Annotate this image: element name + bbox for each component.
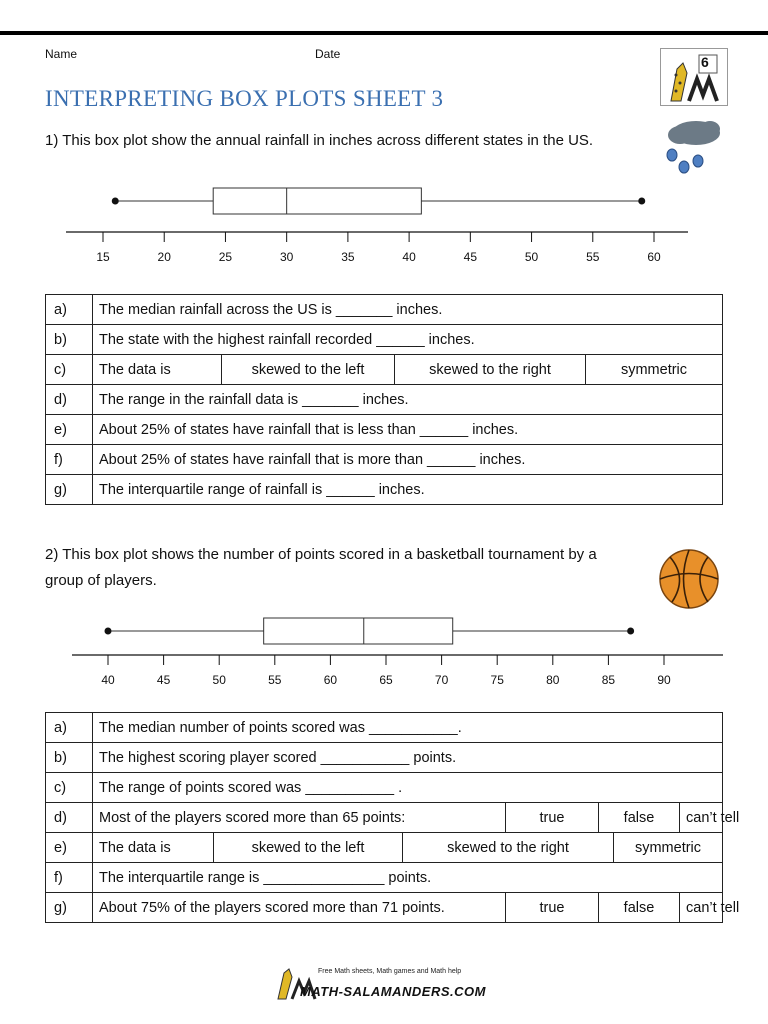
row-label: d)	[46, 385, 93, 415]
row-content	[93, 355, 723, 385]
row-label: f)	[46, 445, 93, 475]
rainfall-tick-label-55: 55	[586, 250, 600, 264]
points-tick-label-90: 90	[657, 673, 671, 687]
question-2-line-2: group of players.	[45, 572, 157, 589]
points-tick-label-60: 60	[323, 673, 338, 687]
question-2-line-1: 2) This box plot shows the number of points scored in a basketball tournament by a	[45, 546, 597, 563]
answer-option: symmetric	[586, 355, 723, 384]
salamander-logo-icon	[661, 49, 727, 105]
row-prompt: About 75% of the players scored more than 71 points.	[99, 899, 445, 916]
row-content: The interquartile range of rainfall is ______ inches.	[93, 475, 723, 505]
top-border-bar	[0, 31, 768, 35]
answer-option: can’t tell	[680, 893, 723, 922]
rainfall-tick-label-40: 40	[402, 250, 416, 264]
row-label: g)	[46, 475, 93, 505]
row-label: c)	[46, 355, 93, 385]
rainfall-tick-label-60: 60	[647, 250, 661, 264]
box-plot-rainfall	[0, 170, 768, 270]
answer-option: can’t tell	[680, 803, 723, 832]
row-content	[93, 893, 740, 923]
row-content: About 25% of states have rainfall that is more than ______ inches.	[93, 445, 723, 475]
row-options-table	[93, 833, 722, 862]
q2-row-e	[46, 833, 723, 863]
rainfall-max-point	[638, 198, 645, 205]
q1-row-b	[46, 325, 723, 355]
q1-row-c	[46, 355, 723, 385]
name-label: Name	[45, 47, 78, 61]
row-label: b)	[46, 743, 93, 773]
q2-row-g	[46, 893, 723, 923]
points-tick-label-40: 40	[101, 673, 115, 687]
rainfall-tick-label-30: 30	[279, 250, 294, 264]
row-options-table	[93, 803, 740, 832]
row-content: The range of points scored was ___________ .	[93, 773, 723, 803]
question-1-text: 1) This box plot show the annual rainfall in inches across different states in the US.	[45, 132, 594, 149]
row-prompt: The data is	[99, 361, 171, 378]
row-content	[93, 833, 723, 863]
rainfall-tick-label-45: 45	[463, 250, 478, 264]
salamander-logo	[660, 48, 728, 106]
points-tick-label-70: 70	[434, 673, 449, 687]
rainfall-tick-label-25: 25	[218, 250, 233, 264]
row-content: The highest scoring player scored ___________ points.	[93, 743, 723, 773]
q1-row-f	[46, 445, 723, 475]
row-label: f)	[46, 863, 93, 893]
points-min-point	[105, 628, 112, 635]
row-label: a)	[46, 295, 93, 325]
rainfall-tick-label-20: 20	[157, 250, 171, 264]
answer-option: true	[506, 893, 599, 922]
row-options-table	[93, 893, 740, 922]
date-label: Date	[315, 47, 341, 61]
rainfall-tick-label-35: 35	[341, 250, 355, 264]
page-title: INTERPRETING BOX PLOTS SHEET 3	[45, 86, 444, 111]
row-content: The median rainfall across the US is _______ inches.	[93, 295, 723, 325]
answer-option: false	[599, 803, 680, 832]
rainfall-min-point	[112, 198, 119, 205]
row-content: The median number of points scored was ___________.	[93, 713, 723, 743]
points-tick-label-80: 80	[546, 673, 560, 687]
answer-option: skewed to the left	[222, 355, 395, 384]
answer-option: false	[599, 893, 680, 922]
answer-option: skewed to the right	[395, 355, 586, 384]
q2-row-d	[46, 803, 723, 833]
row-label: c)	[46, 773, 93, 803]
q2-row-b	[46, 743, 723, 773]
points-tick-label-65: 65	[379, 673, 393, 687]
q1-row-g	[46, 475, 723, 505]
row-label: a)	[46, 713, 93, 743]
points-tick-label-75: 75	[490, 673, 504, 687]
q2-row-c	[46, 773, 723, 803]
row-label: d)	[46, 803, 93, 833]
row-label: e)	[46, 833, 93, 863]
row-content: About 25% of states have rainfall that is less than ______ inches.	[93, 415, 723, 445]
answer-option: true	[506, 803, 599, 832]
points-max-point	[627, 628, 634, 635]
rainfall-box	[213, 188, 421, 214]
q2-row-a	[46, 713, 723, 743]
question-2-text	[45, 542, 597, 594]
row-content: The state with the highest rainfall recorded ______ inches.	[93, 325, 723, 355]
points-box	[264, 618, 453, 644]
rainfall-tick-label-50: 50	[524, 250, 539, 264]
box-plot-points	[0, 600, 768, 700]
q1-row-d	[46, 385, 723, 415]
footer-tagline: Free Math sheets, Math games and Math help	[318, 968, 462, 975]
question-2-table	[45, 712, 740, 923]
question-1-table	[45, 294, 723, 505]
row-label: g)	[46, 893, 93, 923]
q2-row-f	[46, 863, 723, 893]
row-content: The interquartile range is _______________ points.	[93, 863, 723, 893]
row-label: e)	[46, 415, 93, 445]
points-tick-label-45: 45	[156, 673, 171, 687]
q1-row-e	[46, 415, 723, 445]
q1-row-a	[46, 295, 723, 325]
row-prompt: Most of the players scored more than 65 points:	[99, 809, 406, 826]
row-options-table	[93, 355, 722, 384]
points-tick-label-55: 55	[268, 673, 282, 687]
points-tick-label-50: 50	[212, 673, 226, 687]
row-label: b)	[46, 325, 93, 355]
answer-option: skewed to the left	[214, 833, 403, 862]
row-content	[93, 803, 740, 833]
row-prompt: The data is	[99, 839, 171, 856]
rain-cloud-icon	[660, 115, 726, 177]
points-tick-label-85: 85	[601, 673, 616, 687]
footer-site-name: MATH-SALAMANDERS.COM	[300, 984, 486, 999]
answer-option: symmetric	[614, 833, 723, 862]
rainfall-tick-label-15: 15	[96, 250, 110, 264]
row-content: The range in the rainfall data is _______ inches.	[93, 385, 723, 415]
answer-option: skewed to the right	[403, 833, 614, 862]
logo-badge: 6	[701, 54, 709, 70]
